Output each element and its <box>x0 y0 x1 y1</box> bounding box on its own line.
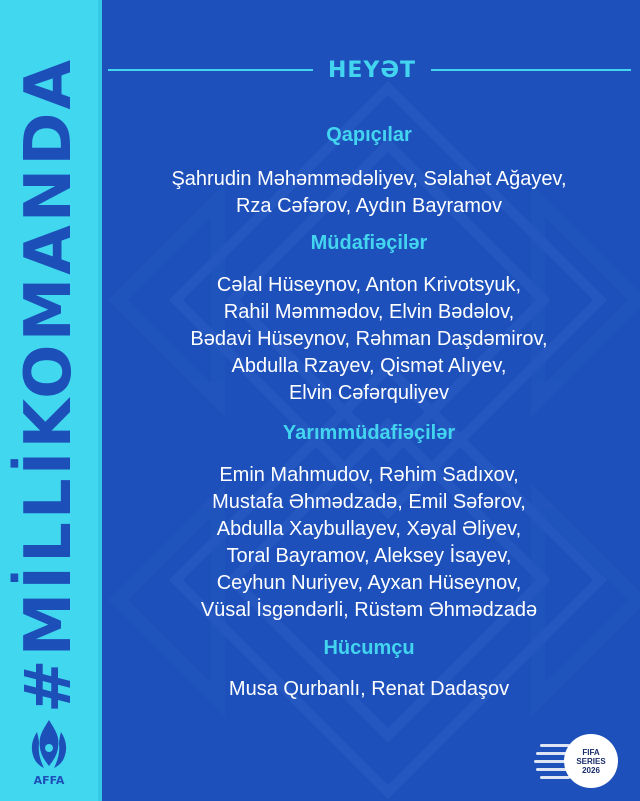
affa-logo <box>20 718 78 790</box>
affa-logo-text: AFFA <box>33 774 65 787</box>
name-line: Mustafa Əhmədzadə, Emil Səfərov, <box>212 491 526 513</box>
name-line: Ceyhun Nuriyev, Ayxan Hüseynov, <box>216 572 522 594</box>
side-panel <box>0 0 98 801</box>
header <box>98 52 640 88</box>
flame-emblem-icon <box>20 718 78 772</box>
name-line: Musa Qurbanlı, Renat Dadaşov <box>228 678 510 700</box>
name-line: Toral Bayramov, Aleksey İsayev, <box>226 545 512 567</box>
name-line: Vüsal İsgəndərli, Rüstəm Əhmədzadə <box>200 599 538 621</box>
names-defenders <box>98 272 640 407</box>
section-title-goalkeepers: Qapıçılar <box>326 124 412 146</box>
section-title-defenders: Müdafiəçilər <box>310 232 428 254</box>
name-line: Bədavi Hüseynov, Rəhman Daşdəmirov, <box>190 328 548 350</box>
name-line: Abdulla Xaybullayev, Xəyal Əliyev, <box>216 518 522 540</box>
name-line: Şahrudin Məhəmmədəliyev, Səlahət Ağayev, <box>171 168 567 190</box>
name-line: Cəlal Hüseynov, Anton Krivotsyuk, <box>216 274 522 296</box>
names-goalkeepers <box>98 166 640 220</box>
name-line: Emin Mahmudov, Rəhim Sadıxov, <box>219 464 519 486</box>
name-line: Rahil Məmmədov, Elvin Bədəlov, <box>223 301 515 323</box>
name-line: Elvin Cəfərquliyev <box>288 382 450 404</box>
badge-line-1: FIFA <box>582 748 600 757</box>
name-line: Rza Cəfərov, Aydın Bayramov <box>235 195 503 217</box>
badge-line-2: SERIES <box>576 757 606 766</box>
header-line-left <box>108 69 313 71</box>
names-midfielders <box>98 462 640 624</box>
hashtag-text: #MİLLİKOMANDA <box>12 56 86 714</box>
name-line: Abdulla Rzayev, Qismət Alıyev, <box>231 355 507 377</box>
header-title: HEYƏT <box>327 58 417 83</box>
section-title-forwards: Hücumçu <box>323 637 415 659</box>
fifa-series-circle <box>564 734 618 788</box>
badge-line-3: 2026 <box>582 766 600 775</box>
section-title-midfielders: Yarımmüdafiəçilər <box>282 422 456 444</box>
names-forwards <box>98 676 640 703</box>
fifa-series-badge <box>534 734 620 788</box>
header-line-right <box>431 69 631 71</box>
